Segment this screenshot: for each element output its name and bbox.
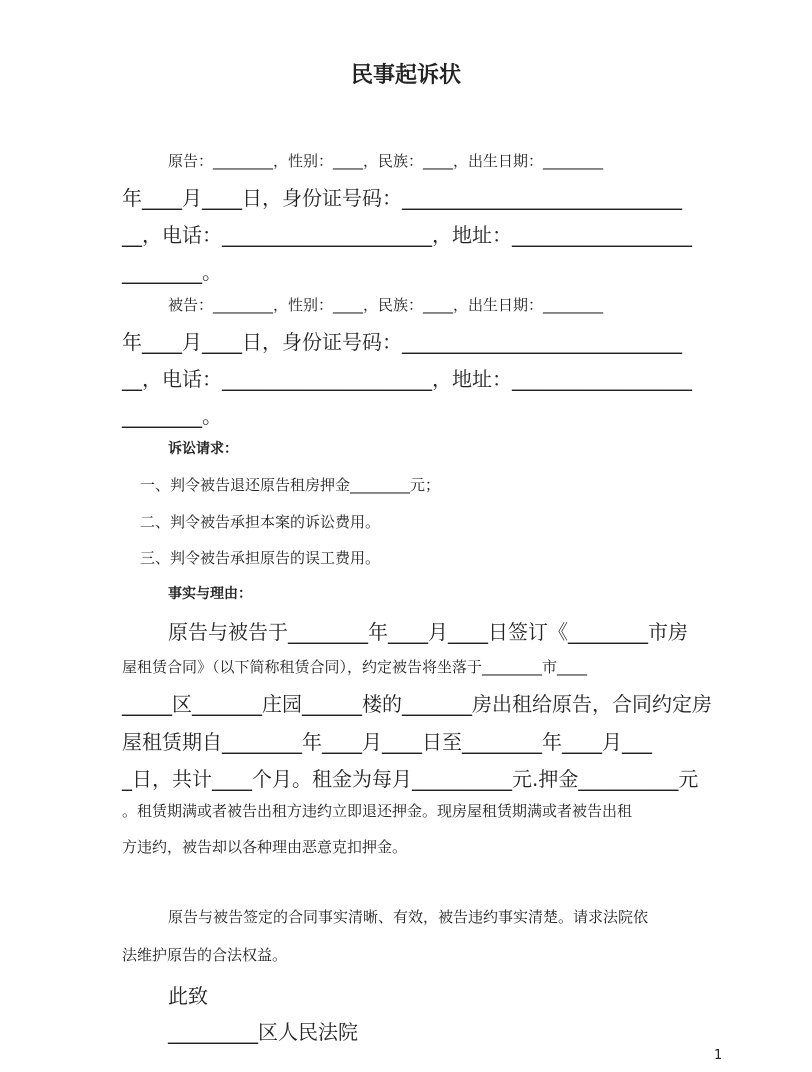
- defendant-line-2: 年____月____日，身份证号码：____________________________: [122, 330, 682, 354]
- request-line-1: 原告与被告签定的合同事实清晰、有效，被告违约事实清楚。请求法院依: [168, 908, 649, 926]
- facts-line-6: 。租赁期满或者被告出租方违约立即退还押金。现房屋租赁期满或者被告出租: [122, 802, 633, 820]
- claim-3: 三、判令被告承担原告的误工费用。: [140, 549, 381, 567]
- plaintiff-line-3: __，电话：_____________________，地址：__________________: [122, 223, 692, 247]
- page-number: 1: [714, 1048, 723, 1063]
- request-line-2: 法维护原告的合法权益。: [122, 946, 288, 964]
- court-line: _________区人民法院: [168, 1020, 358, 1044]
- document-title: 民事起诉状: [350, 63, 461, 88]
- defendant-line-4: ________。: [122, 404, 222, 428]
- plaintiff-line-4: ________。: [122, 260, 222, 284]
- facts-line-4: 屋租赁期自________年____月____日至________年____月___: [122, 730, 652, 754]
- claims-heading: 诉讼请求：: [168, 441, 238, 457]
- facts-line-1: 原告与被告于________年____月____日签订《________市房: [168, 620, 688, 644]
- facts-line-7: 方违约，被告却以各种理由恶意克扣押金。: [122, 838, 408, 856]
- claim-1: 一、判令被告退还原告租房押金________元；: [140, 476, 441, 494]
- salutation: 此致: [168, 984, 208, 1008]
- facts-line-2: 屋租赁合同》（以下简称租赁合同），约定被告将坐落于________市____: [122, 658, 588, 676]
- facts-line-3: _____区_______庄园______楼的_______房出租给原告，合同约定房: [122, 692, 712, 716]
- claim-2: 二、判令被告承担本案的诉讼费用。: [140, 513, 381, 531]
- facts-heading: 事实与理由：: [168, 586, 252, 602]
- facts-line-5: _日，共计____个月。租金为每月__________元.押金__________元: [122, 767, 699, 791]
- plaintiff-line-2: 年____月____日，身份证号码：____________________________: [122, 186, 682, 210]
- defendant-line-3: __，电话：_____________________，地址：__________________: [122, 367, 692, 391]
- plaintiff-line-1: 原告：________，性别：____，民族：____，出生日期：________: [168, 152, 604, 170]
- defendant-line-1: 被告：________，性别：____，民族：____，出生日期：________: [168, 296, 604, 314]
